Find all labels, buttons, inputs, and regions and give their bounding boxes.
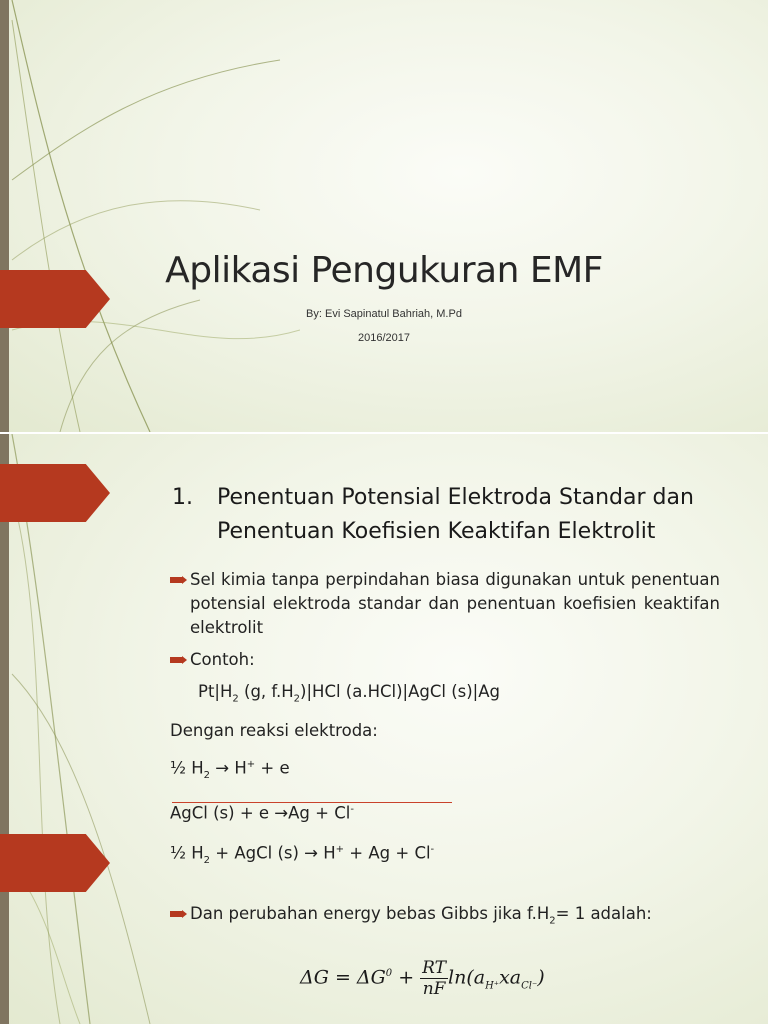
equation-part: ) xyxy=(537,966,545,989)
superscript: + xyxy=(335,843,345,855)
reaction-part: + AgCl (s) → H xyxy=(210,843,336,863)
equation-part: ΔG = ΔG xyxy=(300,966,386,989)
decorative-curves xyxy=(0,0,300,432)
reaction-3 xyxy=(170,838,720,873)
superscript: 0 xyxy=(385,968,393,980)
subscript: Cl⁻ xyxy=(521,980,538,992)
subscript: 2 xyxy=(203,854,211,866)
reaction-part: ½ H xyxy=(170,758,204,778)
subscript: 2 xyxy=(203,770,211,782)
heading-number: 1. xyxy=(172,485,193,510)
content-slide xyxy=(0,434,768,1024)
equation-part: ln(a xyxy=(448,966,486,989)
subscript: 2 xyxy=(549,915,556,927)
red-arrow-icon xyxy=(170,656,187,664)
reaction-part: + Ag + Cl xyxy=(344,843,431,863)
author: By: Evi Sapinatul Bahriah, M.Pd xyxy=(306,308,462,320)
fraction xyxy=(420,958,448,999)
denominator: nF xyxy=(422,979,446,999)
cell-notation-part: Pt|H xyxy=(198,682,233,701)
academic-year: 2016/2017 xyxy=(358,332,410,344)
title-slide xyxy=(0,0,768,432)
subscript: 2 xyxy=(293,693,301,705)
cell-notation xyxy=(170,680,720,711)
cell-notation-part: (g, f.H xyxy=(238,682,294,701)
bullet-list-2 xyxy=(170,902,720,933)
subscript: 2 xyxy=(232,693,239,705)
bullet-text: Contoh: xyxy=(190,650,255,669)
red-arrow-icon xyxy=(170,910,187,918)
superscript: + xyxy=(246,759,256,771)
equation-part: xa xyxy=(499,966,522,989)
reaction-part: AgCl (s) + e →Ag + Cl xyxy=(170,803,351,823)
red-arrow-icon xyxy=(170,576,187,584)
reaction-part: + e xyxy=(255,758,290,778)
reaction-intro: Dengan reaksi elektroda: xyxy=(170,721,378,741)
sum-line xyxy=(172,802,452,803)
bullet-text: = 1 adalah: xyxy=(555,904,652,923)
reaction-part: → H xyxy=(210,758,247,778)
subscript: H⁺ xyxy=(485,980,500,992)
equation-part: + xyxy=(392,966,421,989)
bullet-list xyxy=(170,568,720,872)
section-heading xyxy=(172,481,722,549)
superscript: - xyxy=(430,843,435,855)
bullet-item xyxy=(170,902,720,933)
heading-line-2: Penentuan Koefisien Keaktifan Elektrolit xyxy=(217,519,656,544)
heading-line-1: Penentuan Potensial Elektroda Standar dan xyxy=(217,485,694,510)
reaction-1 xyxy=(170,753,720,788)
numerator: RT xyxy=(422,958,447,978)
reaction-part: ½ H xyxy=(170,843,204,863)
bullet-text: Sel kimia tanpa perpindahan biasa digunakan untuk penentuan potensial elektroda standar dan penentuan koefisien keaktifan elektrolit xyxy=(190,570,720,637)
slide-title: Aplikasi Pengukuran EMF xyxy=(165,250,603,291)
cell-notation-part: )|HCl (a.HCl)|AgCl (s)|Ag xyxy=(300,682,501,701)
gibbs-equation xyxy=(300,958,545,999)
bullet-item xyxy=(170,648,720,672)
decorative-curves xyxy=(0,434,170,1024)
bullet-item xyxy=(170,568,720,640)
bullet-text: Dan perubahan energy bebas Gibbs jika f.H xyxy=(190,904,550,923)
superscript: - xyxy=(350,804,354,816)
